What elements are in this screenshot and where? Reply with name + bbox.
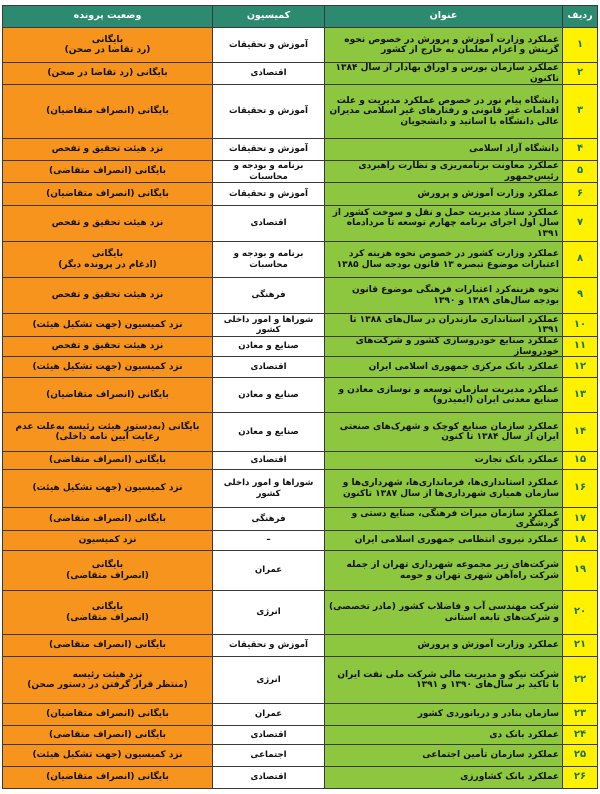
row-number: ۲۲ [562, 657, 597, 703]
row-title: عملکرد سازمان میراث فرهنگی، صنایع دستی و گردشگری [324, 508, 562, 530]
row-case-status: نزد هیئت تحقیق و تفحص [3, 206, 212, 241]
row-number: ۱۳ [562, 378, 597, 412]
row-number: ۱۷ [562, 508, 597, 530]
row-title: عملکرد وزارت آموزش و پرورش [324, 183, 562, 205]
row-title: عملکرد بانک دی [324, 726, 562, 744]
table-row [3, 531, 597, 551]
row-title: عملکرد وزارت آموزش و پرورش در خصوص نحوه گزینش و اعزام معلمان به خارج از کشور [324, 28, 562, 62]
row-number: ۳ [562, 85, 597, 138]
row-number: ۱۵ [562, 452, 597, 469]
row-number: ۹ [562, 278, 597, 313]
row-commission: آموزش و تحقیقات [212, 139, 324, 160]
header-row-number: ردیف [562, 6, 597, 27]
table-row [3, 183, 597, 206]
table-row [3, 704, 597, 726]
row-commission: فرهنگی [212, 508, 324, 530]
row-commission: عمران [212, 551, 324, 590]
row-title: عملکرد مدیریت سازمان توسعه و نوسازی معادن و صنایع معدنی ایران (ایمیدرو) [324, 378, 562, 412]
row-number: ۲۶ [562, 767, 597, 788]
row-commission: شوراها و امور داخلی کشور [212, 470, 324, 507]
table-row [3, 139, 597, 161]
row-commission: صنایع و معادن [212, 413, 324, 451]
row-commission: آموزش و تحقیقات [212, 85, 324, 138]
header-title: عنوان [324, 6, 562, 27]
row-title: دانشگاه پیام نور در خصوص عملکرد مدیریت و علت اقدامات غیر قانونی و رفتارهای غیر اسلامی مدیران عالی دانشگاه با اساتید و دانشجویان [324, 85, 562, 138]
row-case-status: بایگانی (به‌دستور هیئت رئیسه به‌علت عدم رعایت آیین نامه داخلی) [3, 413, 212, 451]
table-row [3, 767, 597, 788]
table-row [3, 591, 597, 635]
row-number: ۱۹ [562, 551, 597, 590]
row-commission: برنامه و بودجه و محاسبات [212, 242, 324, 277]
row-case-status: بایگانی (انصراف متقاضی) [3, 551, 212, 590]
row-commission: صنایع و معادن [212, 337, 324, 356]
row-commission: آموزش و تحقیقات [212, 635, 324, 656]
row-number: ۱۶ [562, 470, 597, 507]
row-title: عملکرد وزارت آموزش و پرورش [324, 635, 562, 656]
row-case-status: بایگانی (انصراف متقاضی) [3, 452, 212, 469]
row-case-status: بایگانی (انصراف متقاضی) [3, 508, 212, 530]
row-case-status: نزد هیئت تحقیق و تفحص [3, 337, 212, 356]
row-number: ۲۵ [562, 745, 597, 766]
row-case-status: بایگانی (انصراف متقاضی) [3, 635, 212, 656]
row-title: عملکرد ستاد مدیریت حمل و نقل و سوخت کشور از سال اول اجرای برنامه چهارم توسعه تا مردادماه ۱۳۹۱ [324, 206, 562, 241]
row-commission: اقتصادی [212, 726, 324, 744]
row-commission: اقتصادی [212, 63, 324, 84]
table-row [3, 28, 597, 63]
row-title: شرکت نیکو و مدیریت مالی شرکت ملی نفت ایران با تاکید بر سال‌های ۱۳۹۰ و ۱۳۹۱ [324, 657, 562, 703]
row-commission: اقتصادی [212, 357, 324, 377]
row-title: عملکرد معاونت برنامه‌ریزی و نظارت راهبردی رئیس‌جمهور [324, 161, 562, 182]
row-number: ۸ [562, 242, 597, 277]
table-header-row [3, 6, 597, 28]
row-commission: عمران [212, 704, 324, 725]
row-case-status: بایگانی (انصراف متقاضی) [3, 591, 212, 634]
table-row [3, 635, 597, 657]
row-title: عملکرد صنایع خودروسازی کشور و شرکت‌های خودروساز [324, 337, 562, 356]
row-title: شرکت مهندسی آب و فاضلاب کشور (مادر تخصصی) و شرکت‌های تابعه استانی [324, 591, 562, 634]
table-row [3, 470, 597, 508]
row-number: ۲ [562, 63, 597, 84]
table-row [3, 337, 597, 357]
row-number: ۴ [562, 139, 597, 160]
row-number: ۱۰ [562, 314, 597, 336]
row-commission: – [212, 531, 324, 550]
row-case-status: نزد هیئت رئیسه (منتظر قرار گرفتن در دستور صحن) [3, 657, 212, 703]
row-case-status: نزد هیئت تحقیق و تفحص [3, 139, 212, 160]
table-row [3, 378, 597, 413]
row-case-status: بایگانی (انصراف متقاضیان) [3, 704, 212, 725]
row-case-status: نزد کمیسیون (جهت تشکیل هیئت) [3, 357, 212, 377]
row-title: عملکرد استانداری‌ها، فرمانداری‌ها، شهرداری‌ها و سازمان همیاری شهرداری‌ها از سال ۱۳۸۷ تاکنون [324, 470, 562, 507]
row-commission: آموزش و تحقیقات [212, 183, 324, 205]
row-title: عملکرد وزارت کشور در خصوص نحوه هزینه کرد اعتبارات موضوع تبصره ۱۳ قانون بودجه سال ۱۳۸۵ [324, 242, 562, 277]
row-commission: شوراها و امور داخلی کشور [212, 314, 324, 336]
row-title: عملکرد سازمان صنایع کوچک و شهرک‌های صنعتی ایران از سال ۱۳۸۴ تا کنون [324, 413, 562, 451]
header-case-status: وضعیت پرونده [3, 6, 212, 27]
table-row [3, 85, 597, 139]
row-title: نحوه هزینه‌کرد اعتبارات فرهنگی موضوع قانون بودجه سال‌های ۱۳۸۹ و ۱۳۹۰ [324, 278, 562, 313]
row-case-status: بایگانی (انصراف متقاضیان) [3, 183, 212, 205]
row-number: ۱۲ [562, 357, 597, 377]
table-row [3, 206, 597, 242]
investigation-cases-table [2, 5, 598, 789]
row-number: ۲۱ [562, 635, 597, 656]
table-row [3, 278, 597, 314]
row-title: عملکرد بانک تجارت [324, 452, 562, 469]
row-commission: صنایع و معادن [212, 378, 324, 412]
row-title: دانشگاه آزاد اسلامی [324, 139, 562, 160]
row-number: ۶ [562, 183, 597, 205]
row-title: عملکرد سازمان تأمین اجتماعی [324, 745, 562, 766]
row-case-status: بایگانی (انصراف متقاضی) [3, 726, 212, 744]
row-commission: آموزش و تحقیقات [212, 28, 324, 62]
row-commission: انرژی [212, 591, 324, 634]
row-commission: اقتصادی [212, 206, 324, 241]
table-row [3, 357, 597, 378]
row-commission: اجتماعی [212, 745, 324, 766]
row-title: عملکرد نیروی انتظامی جمهوری اسلامی ایران [324, 531, 562, 550]
table-body [3, 28, 597, 788]
table-row [3, 242, 597, 278]
table-row [3, 314, 597, 337]
row-number: ۲۴ [562, 726, 597, 744]
row-number: ۵ [562, 161, 597, 182]
row-case-status: نزد کمیسیون [3, 531, 212, 550]
table-row [3, 657, 597, 704]
table-row [3, 413, 597, 452]
table-row [3, 551, 597, 591]
table-row [3, 726, 597, 745]
header-commission: کمیسیون [212, 6, 324, 27]
row-number: ۲۳ [562, 704, 597, 725]
row-commission: اقتصادی [212, 767, 324, 788]
row-title: سازمان بنادر و دریانوردی کشور [324, 704, 562, 725]
row-commission: فرهنگی [212, 278, 324, 313]
row-commission: اقتصادی [212, 452, 324, 469]
row-commission: برنامه و بودجه و محاسبات [212, 161, 324, 182]
row-case-status: بایگانی (انصراف متقاضیان) [3, 378, 212, 412]
row-case-status: بایگانی (رد تقاضا در صحن) [3, 28, 212, 62]
row-case-status: بایگانی (انصراف متقاضیان) [3, 85, 212, 138]
row-number: ۷ [562, 206, 597, 241]
row-title: عملکرد سازمان بورس و اوراق بهادار از سال ۱۳۸۴ تاکنون [324, 63, 562, 84]
row-case-status: بایگانی (انصراف متقاضی) [3, 161, 212, 182]
row-case-status: بایگانی (رد تقاضا در صحن) [3, 63, 212, 84]
table-row [3, 508, 597, 531]
row-number: ۱ [562, 28, 597, 62]
row-title: عملکرد بانک مرکزی جمهوری اسلامی ایران [324, 357, 562, 377]
row-number: ۱۴ [562, 413, 597, 451]
row-number: ۲۰ [562, 591, 597, 634]
row-title: شرکت‌های زیر مجموعه شهرداری تهران از جمله شرکت راه‌آهن شهری تهران و حومه [324, 551, 562, 590]
table-row [3, 63, 597, 85]
row-case-status: نزد کمیسیون (جهت تشکیل هیئت) [3, 745, 212, 766]
table-row [3, 745, 597, 767]
row-commission: انرژی [212, 657, 324, 703]
row-case-status: نزد کمیسیون (جهت تشکیل هیئت) [3, 470, 212, 507]
row-title: عملکرد استانداری مازندران در سال‌های ۱۳۸۸ تا ۱۳۹۱ [324, 314, 562, 336]
table-row [3, 452, 597, 470]
row-case-status: نزد هیئت تحقیق و تفحص [3, 278, 212, 313]
row-number: ۱۸ [562, 531, 597, 550]
row-title: عملکرد بانک کشاورزی [324, 767, 562, 788]
table-row [3, 161, 597, 183]
row-case-status: نزد کمیسیون (جهت تشکیل هیئت) [3, 314, 212, 336]
row-number: ۱۱ [562, 337, 597, 356]
row-case-status: بایگانی (ادغام در پرونده دیگر) [3, 242, 212, 277]
row-case-status: بایگانی (انصراف متقاضیان) [3, 767, 212, 788]
